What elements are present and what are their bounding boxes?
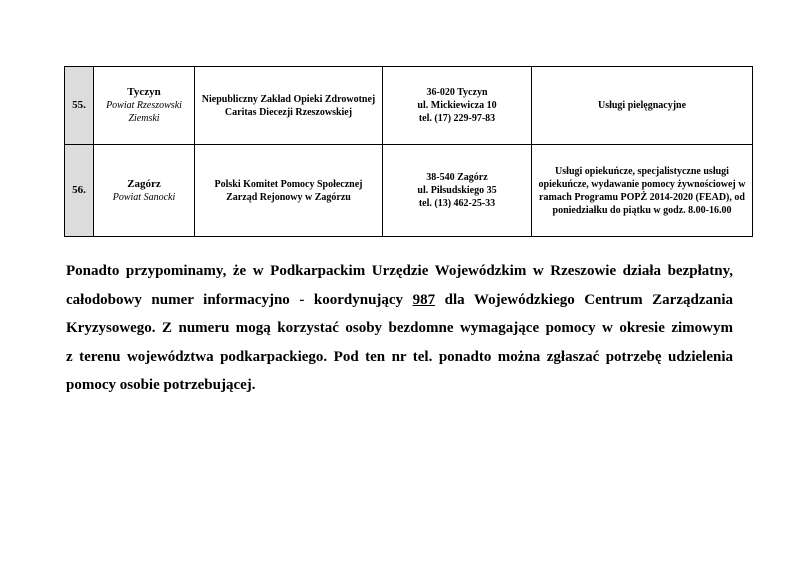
hotline-number: 987 (412, 291, 436, 308)
powiat-name: Powiat Rzeszowski Ziemski (106, 100, 182, 124)
town-name: Tyczyn (127, 86, 161, 98)
location-cell (94, 67, 195, 145)
address-cell: 36-020 Tyczyn ul. Mickiewicza 10 tel. (17) 229-97-83 (383, 67, 532, 145)
table-row (65, 67, 753, 145)
row-number: 55. (65, 67, 94, 145)
town-name: Zagórz (127, 177, 161, 190)
powiat-name: Powiat Sanocki (112, 191, 176, 203)
paragraph-line: Ponadto przypominamy, że w Podkarpackim Urzędzie Wojewódzkim w Rzeszowie działa bezpłatny, (66, 263, 733, 279)
paragraph-line (66, 286, 733, 315)
info-paragraph (66, 257, 733, 400)
services-cell: Usługi pielęgnacyjne (532, 67, 753, 145)
institution-name: Polski Komitet Pomocy Społecznej Zarząd Rejonowy w Zagórzu (195, 145, 383, 237)
paragraph-line: pomocy osobie potrzebującej. (66, 377, 256, 393)
paragraph-text: całodobowy numer informacyjno - koordynujący (66, 291, 413, 308)
table-row (65, 145, 753, 237)
paragraph-line: z terenu województwa podkarpackiego. Pod ten nr tel. ponadto można zgłaszać potrzebę udzielenia (66, 348, 733, 365)
paragraph-line: Kryzysowego. Z numeru mogą korzystać osoby bezdomne wymagające pomocy w okresie zimowym (66, 320, 733, 336)
institution-name: Niepubliczny Zakład Opieki Zdrowotnej Caritas Diecezji Rzeszowskiej (195, 67, 383, 145)
institutions-table (64, 66, 753, 237)
row-number: 56. (65, 145, 94, 237)
address-cell: 38-540 Zagórz ul. Piłsudskiego 35 tel. (13) 462-25-33 (383, 145, 532, 237)
location-cell (94, 145, 195, 237)
paragraph-text: dla Wojewódzkiego Centrum Zarządzania (435, 291, 733, 308)
services-cell: Usługi opiekuńcze, specjalistyczne usługi opiekuńcze, wydawanie pomocy żywnościowej w ramach Programu POPŻ 2014-2020 (FEAD), od poniedziałku do piątku w godz. 8.00-16.00 (532, 145, 753, 237)
